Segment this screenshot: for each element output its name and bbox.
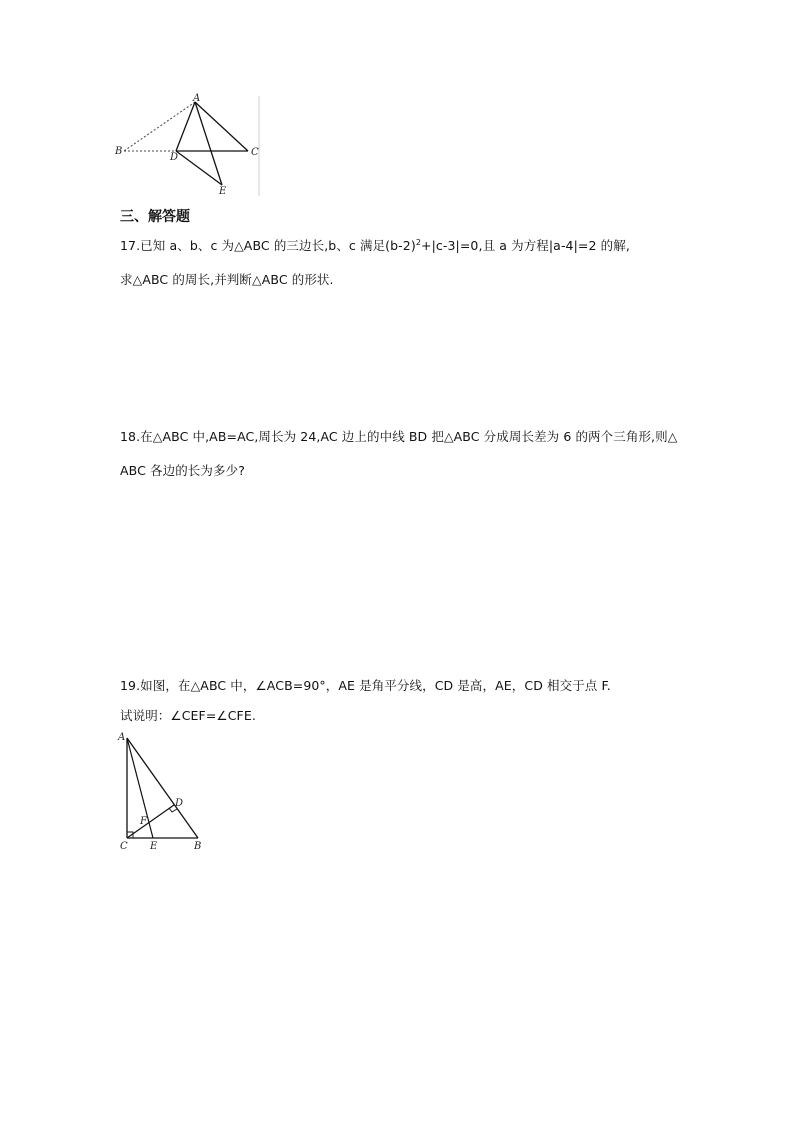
segment-AB-dotted	[124, 102, 195, 151]
segment-CD	[127, 805, 174, 838]
triangle-figure-1	[112, 90, 262, 198]
q17-text-a: 17.已知 a、b、c 为△ABC 的三边长,b、c 满足(b-2)	[120, 238, 416, 253]
triangle-figure-2	[112, 728, 212, 852]
label-C: C	[120, 841, 128, 852]
label-F: F	[140, 816, 147, 827]
segment-DE	[176, 151, 222, 185]
section-title: 三、解答题	[120, 209, 190, 225]
q17-line-2: 求△ABC 的周长,并判断△ABC 的形状.	[120, 272, 334, 287]
q17-superscript: 2	[415, 237, 422, 247]
q17-text-b: +|c-3|=0,且 a 为方程|a-4|=2 的解,	[421, 238, 630, 253]
q18-line-2: ABC 各边的长为多少?	[120, 463, 245, 478]
label-E: E	[219, 186, 227, 197]
segment-AD	[176, 102, 195, 151]
q19-line-2: 试说明：∠CEF=∠CFE.	[120, 708, 256, 723]
segment-AB	[127, 738, 198, 838]
q17-line-1	[120, 236, 630, 254]
label-D: D	[170, 152, 179, 163]
label-D: D	[175, 798, 184, 809]
label-A: A	[118, 732, 126, 743]
label-E: E	[150, 841, 158, 852]
q18-line-1: 18.在△ABC 中,AB=AC,周长为 24,AC 边上的中线 BD 把△ABC 分成周长差为 6 的两个三角形,则△	[120, 429, 678, 444]
label-C: C	[251, 147, 259, 158]
q19-line-1: 19.如图，在△ABC 中，∠ACB=90°，AE 是角平分线，CD 是高，AE，CD 相交于点 F.	[120, 678, 611, 693]
label-A: A	[193, 93, 201, 104]
label-B: B	[115, 146, 123, 157]
label-B: B	[194, 841, 202, 852]
